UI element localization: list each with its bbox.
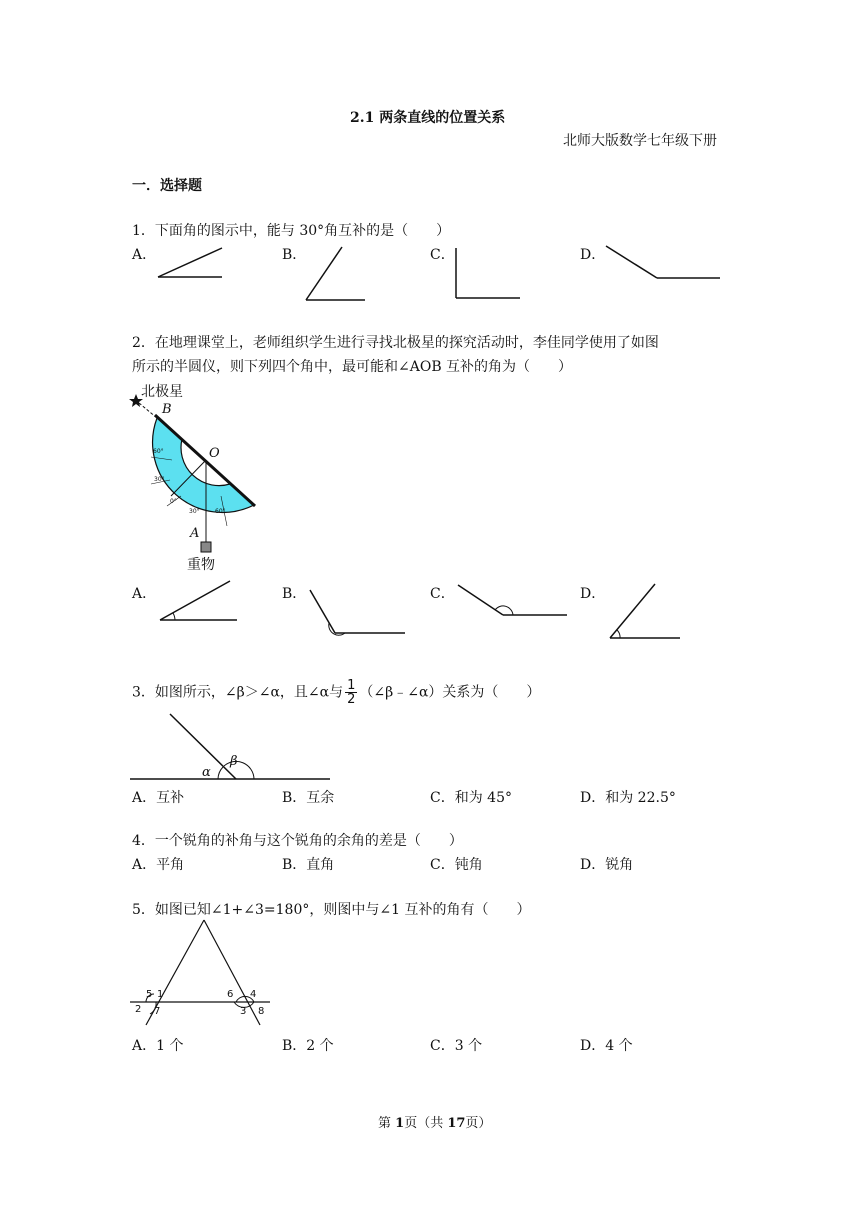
q5-label-7: 7 [154, 1006, 161, 1017]
q5-option-a: A．1 个 [132, 1038, 184, 1054]
tick-60-left: 60° [153, 448, 164, 455]
q3-fraction [345, 679, 357, 706]
q2-option-b: B． [282, 586, 307, 602]
q2-option-d: D． [580, 586, 606, 602]
q1-figure-c [448, 245, 528, 305]
q5-label-2: 2 [135, 1004, 142, 1015]
q2-stem-line2: 所示的半圆仪，则下列四个角中，最可能和∠AOB 互补的角为（ ） [132, 359, 573, 375]
tick-0: 0° [170, 498, 177, 505]
q4-stem: 4．一个锐角的补角与这个锐角的余角的差是（ ） [132, 833, 463, 849]
q1-option-c: C． [430, 247, 455, 263]
page-footer [378, 1112, 491, 1131]
q3-option-c: C．和为 45° [430, 790, 512, 806]
q5-option-d: D．4 个 [580, 1038, 633, 1054]
q3-figure [128, 712, 333, 784]
q1-figure-d [600, 243, 725, 283]
q1-option-a: A． [132, 247, 157, 263]
label-point-a: A [190, 526, 200, 541]
q1-option-d: D． [580, 247, 606, 263]
q2-stem-line1: 2．在地理课堂上，老师组织学生进行寻找北极星的探究活动时，李佳同学使用了如图 [132, 335, 659, 351]
section-heading: 一．选择题 [132, 178, 202, 194]
q2-option-c: C． [430, 586, 455, 602]
q5-label-1: 1 [157, 989, 164, 1000]
q2-option-a: A． [132, 586, 157, 602]
q4-option-b: B．直角 [282, 857, 335, 873]
q4-option-d: D．锐角 [580, 857, 634, 873]
q3-option-a: A．互补 [132, 790, 185, 806]
q1-figure-a [150, 245, 230, 285]
label-polaris: 北极星 [141, 384, 183, 400]
tick-60-right: 60° [215, 508, 226, 515]
q3-frac-num: 1 [347, 678, 356, 693]
footer-total: 17 [447, 1116, 466, 1131]
q4-option-c: C．钝角 [430, 857, 483, 873]
label-point-o: O [209, 446, 220, 461]
q5-label-8: 8 [258, 1006, 265, 1017]
page-title: 2.1 两条直线的位置关系 [350, 110, 506, 126]
q3-option-b: B．互余 [282, 790, 335, 806]
tick-30-right: 30° [189, 508, 200, 515]
q3-stem-pre: 3．如图所示，∠β＞∠α，且∠α与 [132, 684, 344, 701]
tick-30-left: 30° [154, 476, 165, 483]
page-subtitle: 北师大版数学七年级下册 [563, 133, 717, 149]
q2-figure-a [155, 578, 245, 628]
footer-mid: 页（共 [404, 1116, 448, 1131]
q5-label-3: 3 [240, 1006, 247, 1017]
q1-figure-b [300, 245, 370, 305]
q1-stem: 1．下面角的图示中，能与 30°角互补的是（ ） [132, 223, 451, 239]
q2-figure-c [455, 582, 570, 622]
q5-label-5: 5 [146, 989, 153, 1000]
q5-stem: 5．如图已知∠1+∠3=180°，则图中与∠1 互补的角有（ ） [132, 902, 531, 918]
q5-option-c: C．3 个 [430, 1038, 483, 1054]
q4-option-a: A．平角 [132, 857, 185, 873]
q2-figure-b [305, 585, 410, 640]
q5-figure [128, 918, 278, 1028]
footer-page: 1 [395, 1116, 405, 1131]
q3-option-d: D．和为 22.5° [580, 790, 676, 806]
q5-label-4: 4 [250, 989, 257, 1000]
q3-stem [132, 679, 540, 706]
q3-label-beta: β [230, 754, 238, 769]
label-weight: 重物 [187, 557, 215, 573]
q3-label-alpha: α [202, 765, 211, 780]
q2-protractor-figure [127, 384, 267, 574]
q3-frac-den: 2 [347, 692, 356, 707]
q3-stem-post: （∠β﹣∠α）关系为（ ） [359, 684, 541, 701]
q5-option-b: B．2 个 [282, 1038, 334, 1054]
q5-label-6: 6 [227, 989, 234, 1000]
label-point-b: B [162, 402, 172, 417]
footer-pre: 第 [378, 1116, 396, 1131]
q2-figure-d [605, 580, 685, 642]
footer-post: 页） [465, 1116, 492, 1131]
q1-option-b: B． [282, 247, 307, 263]
